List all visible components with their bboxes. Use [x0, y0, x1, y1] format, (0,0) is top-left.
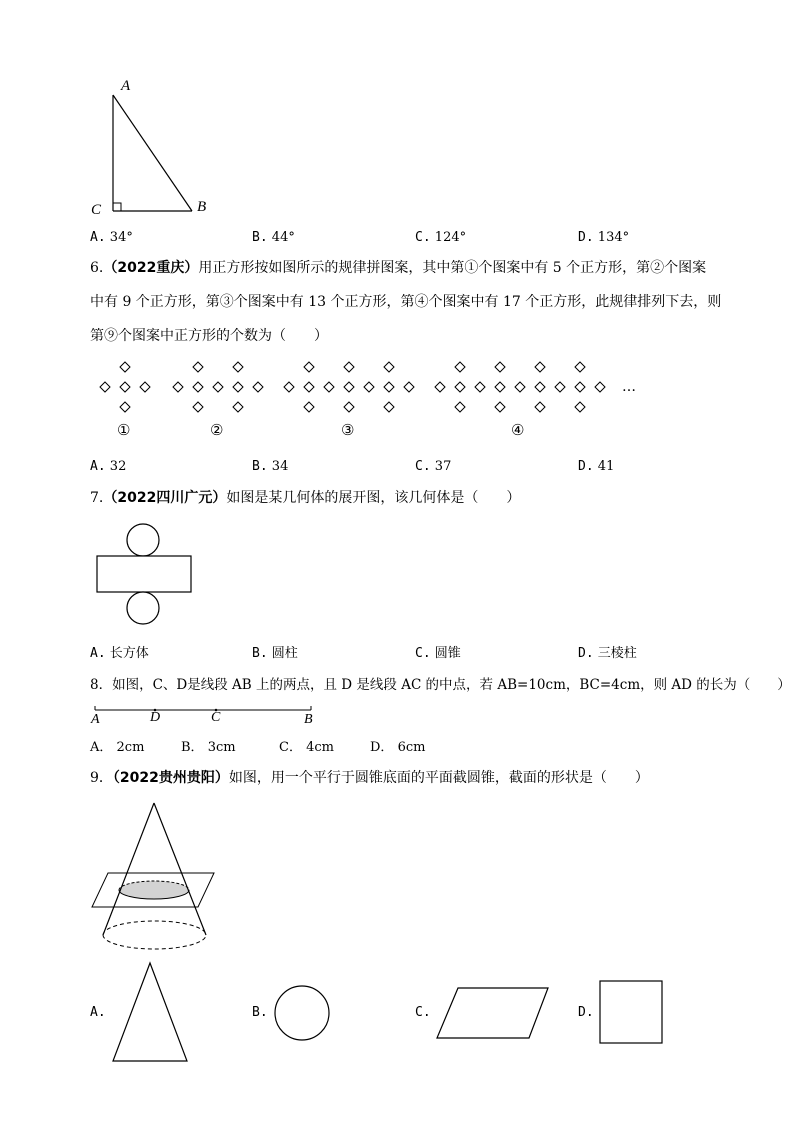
option-b-letter: B．: [181, 740, 204, 755]
q9-option-a-letter: A.: [90, 1005, 106, 1020]
point-b-label: B: [304, 712, 313, 727]
question-7: [90, 488, 520, 508]
vertex-a-label: A: [121, 78, 131, 94]
pattern-ellipsis: …: [622, 379, 636, 395]
q7-source: （2022四川广元）: [103, 490, 227, 506]
option-a-letter: A.: [90, 230, 106, 245]
vertex-c-label: C: [91, 202, 102, 218]
right-triangle-diagram: [0, 0, 794, 260]
option-d-text: 三棱柱: [597, 646, 637, 661]
point-d-label: D: [150, 710, 161, 725]
q6-line3: 第⑨个图案中正方形的个数为（ ）: [90, 328, 328, 344]
q6-source: （2022重庆）: [103, 260, 199, 276]
point-c-label: C: [211, 710, 221, 725]
option-c-letter: C.: [415, 230, 431, 245]
square-pattern-diagram: [0, 355, 794, 425]
option-b-text: 圆柱: [271, 646, 298, 661]
option-c-letter: C.: [415, 459, 431, 474]
option-b-text: 3cm: [207, 740, 236, 755]
vertex-b-label: B: [197, 199, 207, 215]
pattern-label-2: ②: [210, 421, 224, 439]
q6-line1: 用正方形按如图所示的规律拼图案，其中第①个图案中有 5 个正方形，第②个图案: [198, 260, 707, 276]
cylinder-net-diagram: [0, 520, 794, 630]
option-d-text: 134°: [597, 230, 630, 245]
q7-text: 如图是某几何体的展开图，该几何体是（ ）: [226, 490, 521, 506]
q6-line2: 中有 9 个正方形，第③个图案中有 13 个正方形，第④个图案中有 17 个正方形，此规律排列下去，则: [90, 294, 722, 310]
question-6: [90, 258, 722, 346]
circle-shape: [275, 986, 329, 1040]
triangle-shape: [113, 963, 187, 1061]
option-c-letter: C.: [415, 646, 431, 661]
option-b-letter: B.: [252, 459, 268, 474]
q6-number: 6.: [90, 260, 104, 276]
option-b-text: 34: [271, 459, 289, 474]
pattern-label-4: ④: [511, 421, 525, 439]
option-a-text: 长方体: [109, 646, 149, 661]
option-c-text: 圆锥: [434, 646, 461, 661]
option-d-letter: D.: [578, 646, 594, 661]
q9-source: （2022贵州贵阳）: [112, 770, 229, 786]
option-d-letter: D．: [370, 740, 394, 755]
q9-option-c-letter: C.: [415, 1005, 431, 1020]
pattern-label-1: ①: [117, 421, 131, 439]
option-a-letter: A.: [90, 646, 106, 661]
line-segment-diagram: [0, 700, 794, 720]
pattern-label-3: ③: [341, 421, 355, 439]
point-a-label: A: [91, 712, 100, 727]
option-c-text: 124°: [434, 230, 467, 245]
q9-option-d-letter: D.: [578, 1005, 594, 1020]
option-a-letter: A．: [90, 740, 113, 755]
option-d-letter: D.: [578, 230, 594, 245]
option-a-text: 2cm: [116, 740, 145, 755]
option-c-text: 37: [434, 459, 452, 474]
cone-cross-section-diagram: [0, 795, 794, 960]
option-a-letter: A.: [90, 459, 106, 474]
option-a-text: 34°: [109, 230, 133, 245]
q7-number: 7.: [90, 490, 104, 506]
option-d-text: 6cm: [397, 740, 426, 755]
option-c-text: 4cm: [306, 740, 334, 755]
question-8: 8．如图，C、D是线段 AB 上的两点，且 D 是线段 AC 的中点，若 AB=10cm，BC=4cm，则 AD 的长为（ ）: [90, 677, 791, 693]
q9-text: 如图，用一个平行于圆锥底面的平面截圆锥，截面的形状是（ ）: [228, 770, 649, 786]
option-d-letter: D.: [578, 459, 594, 474]
option-b-letter: B.: [252, 230, 268, 245]
parallelogram-shape: [437, 988, 548, 1038]
square-shape: [600, 981, 662, 1043]
q9-option-shapes: [0, 955, 794, 1065]
option-c-letter: C．: [279, 740, 302, 755]
option-d-text: 41: [597, 459, 615, 474]
option-b-letter: B.: [252, 646, 268, 661]
option-a-text: 32: [109, 459, 127, 474]
q9-option-b-letter: B.: [252, 1005, 268, 1020]
question-9: [90, 768, 649, 788]
option-b-text: 44°: [271, 230, 295, 245]
q9-number: 9．: [90, 770, 113, 786]
